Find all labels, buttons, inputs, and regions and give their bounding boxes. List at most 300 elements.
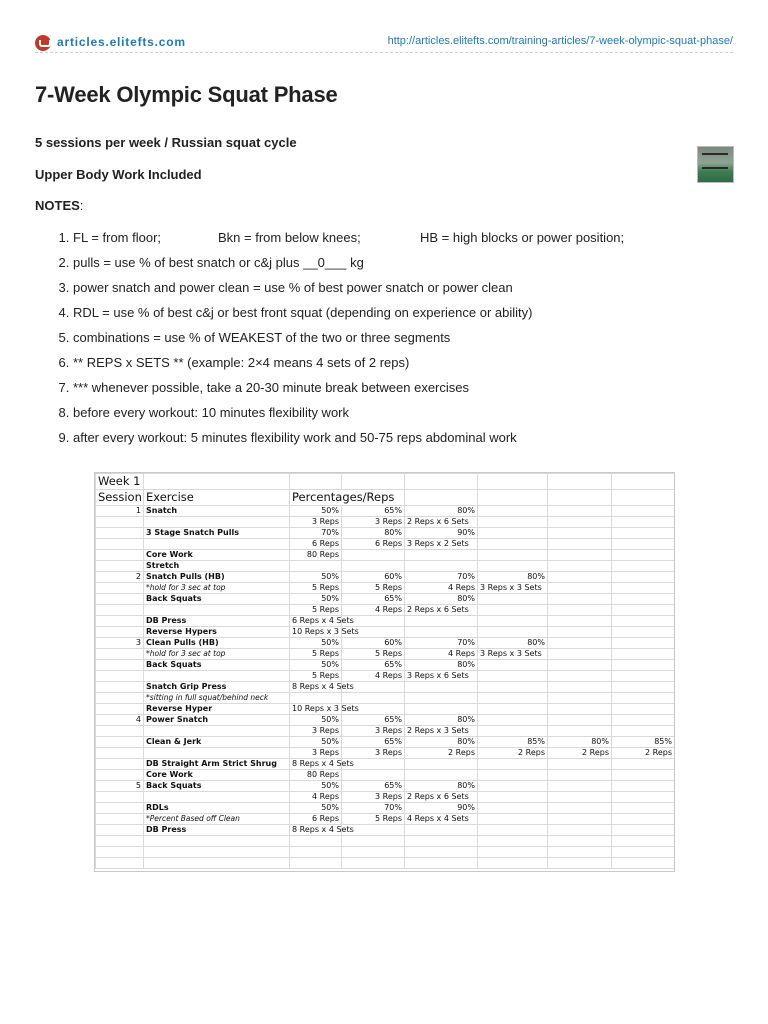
exercise-cell: Back Squats [144, 594, 290, 605]
value-cell [548, 594, 612, 605]
note-bkn: Bkn = from below knees; [218, 230, 361, 245]
session-cell: 1 [96, 506, 144, 517]
value-cell [342, 693, 405, 704]
session-cell [96, 660, 144, 671]
table-row [96, 539, 675, 550]
value-cell [478, 759, 548, 770]
value-cell [478, 792, 548, 803]
value-cell [342, 561, 405, 572]
value-cell [405, 836, 478, 847]
value-cell: 5 Reps [342, 814, 405, 825]
value-cell: 85% [612, 737, 675, 748]
value-cell [548, 550, 612, 561]
value-cell: 6 Reps [290, 814, 342, 825]
exercise-cell: Back Squats [144, 660, 290, 671]
value-cell [612, 550, 675, 561]
value-cell [612, 726, 675, 737]
value-cell [342, 770, 405, 781]
value-cell: 3 Reps x 6 Sets [405, 671, 478, 682]
table-row [96, 561, 675, 572]
table-row [96, 682, 675, 693]
exercise-cell: *Percent Based off Clean [144, 814, 290, 825]
value-cell [548, 528, 612, 539]
value-cell: 80% [478, 638, 548, 649]
session-cell [96, 693, 144, 704]
session-cell [96, 792, 144, 803]
value-cell [478, 616, 548, 627]
value-cell: 3 Reps x 3 Sets [478, 583, 548, 594]
table-row [96, 715, 675, 726]
table-row [96, 759, 675, 770]
value-cell [478, 770, 548, 781]
value-cell: 70% [290, 528, 342, 539]
value-cell: 80% [405, 594, 478, 605]
value-cell [612, 814, 675, 825]
value-cell: 70% [405, 572, 478, 583]
value-cell [478, 803, 548, 814]
table-row [96, 616, 675, 627]
value-cell [405, 858, 478, 869]
value-cell [612, 638, 675, 649]
elitefts-logo-icon[interactable] [35, 35, 51, 51]
value-cell: 80% [342, 528, 405, 539]
table-row-week [96, 474, 675, 490]
article-url-link[interactable]: http://articles.elitefts.com/training-articles/7-week-olympic-squat-phase/ [387, 35, 733, 47]
exercise-cell [144, 726, 290, 737]
value-cell [405, 770, 478, 781]
value-cell: 5 Reps [342, 649, 405, 660]
subtitle-sessions: 5 sessions per week / Russian squat cycle [35, 135, 297, 150]
value-cell: 60% [342, 638, 405, 649]
value-cell: 50% [290, 715, 342, 726]
value-cell: 65% [342, 737, 405, 748]
table-row [96, 748, 675, 759]
value-cell [612, 572, 675, 583]
value-cell [342, 858, 405, 869]
value-cell [548, 858, 612, 869]
value-cell [290, 561, 342, 572]
session-cell [96, 770, 144, 781]
value-cell [548, 616, 612, 627]
value-cell: 80% [405, 781, 478, 792]
session-cell [96, 726, 144, 737]
header-session: Session [96, 490, 144, 506]
value-cell [612, 803, 675, 814]
note-item: 2. pulls = use % of best snatch or c&j plus __0___ kg [73, 255, 753, 280]
session-cell [96, 803, 144, 814]
exercise-cell: DB Press [144, 825, 290, 836]
session-cell [96, 671, 144, 682]
value-cell [548, 803, 612, 814]
value-cell [548, 517, 612, 528]
site-name-link[interactable]: articles.elitefts.com [57, 35, 186, 49]
value-cell [548, 660, 612, 671]
session-cell [96, 847, 144, 858]
value-cell [612, 770, 675, 781]
value-cell [478, 825, 548, 836]
value-cell: 3 Reps [342, 748, 405, 759]
exercise-cell: DB Straight Arm Strict Shrug [144, 759, 290, 770]
value-cell: 5 Reps [290, 671, 342, 682]
note-item [73, 230, 753, 255]
value-cell: 50% [290, 594, 342, 605]
table-row [96, 572, 675, 583]
value-cell [612, 792, 675, 803]
exercise-cell: Clean Pulls (HB) [144, 638, 290, 649]
value-cell [548, 671, 612, 682]
value-cell [478, 671, 548, 682]
table-row [96, 781, 675, 792]
value-cell: 6 Reps x 4 Sets [290, 616, 342, 627]
value-cell [405, 693, 478, 704]
value-cell: 4 Reps [342, 605, 405, 616]
session-cell: 2 [96, 572, 144, 583]
value-cell [478, 550, 548, 561]
table-row [96, 858, 675, 869]
value-cell [405, 550, 478, 561]
value-cell: 80% [405, 737, 478, 748]
table-header-row [96, 490, 675, 506]
value-cell: 3 Reps x 2 Sets [405, 539, 478, 550]
session-cell [96, 814, 144, 825]
exercise-cell [144, 847, 290, 858]
exercise-cell: 3 Stage Snatch Pulls [144, 528, 290, 539]
value-cell [548, 704, 612, 715]
subtitle-upper-body: Upper Body Work Included [35, 167, 202, 182]
value-cell [612, 605, 675, 616]
exercise-cell: *hold for 3 sec at top [144, 583, 290, 594]
value-cell: 5 Reps [342, 583, 405, 594]
value-cell [478, 561, 548, 572]
table-row [96, 814, 675, 825]
session-cell: 4 [96, 715, 144, 726]
page-title: 7-Week Olympic Squat Phase [35, 82, 338, 107]
value-cell: 2 Reps x 6 Sets [405, 517, 478, 528]
value-cell: 65% [342, 781, 405, 792]
value-cell [478, 836, 548, 847]
header-exercise: Exercise [144, 490, 290, 506]
session-cell: 3 [96, 638, 144, 649]
value-cell [548, 847, 612, 858]
value-cell: 4 Reps [405, 649, 478, 660]
exercise-cell [144, 517, 290, 528]
exercise-cell [144, 836, 290, 847]
value-cell: 10 Reps x 3 Sets [290, 704, 342, 715]
value-cell: 50% [290, 660, 342, 671]
table-row [96, 671, 675, 682]
value-cell [612, 759, 675, 770]
note-item: 4. RDL = use % of best c&j or best front squat (depending on experience or ability) [73, 305, 753, 330]
exercise-cell: Clean & Jerk [144, 737, 290, 748]
value-cell: 8 Reps x 4 Sets [290, 682, 342, 693]
session-cell [96, 737, 144, 748]
session-cell [96, 605, 144, 616]
value-cell [478, 539, 548, 550]
value-cell [612, 517, 675, 528]
value-cell: 3 Reps [342, 517, 405, 528]
value-cell [478, 627, 548, 638]
value-cell [548, 682, 612, 693]
table-row [96, 792, 675, 803]
value-cell: 2 Reps [548, 748, 612, 759]
value-cell [548, 770, 612, 781]
value-cell [548, 539, 612, 550]
week-label: Week 1 [96, 474, 144, 490]
value-cell: 5 Reps [290, 605, 342, 616]
table-row [96, 836, 675, 847]
exercise-cell [144, 792, 290, 803]
value-cell: 8 Reps x 4 Sets [290, 825, 342, 836]
value-cell [478, 847, 548, 858]
table-row [96, 638, 675, 649]
value-cell [405, 704, 478, 715]
value-cell [612, 649, 675, 660]
exercise-cell [144, 605, 290, 616]
value-cell: 3 Reps [342, 792, 405, 803]
session-cell [96, 627, 144, 638]
value-cell: 65% [342, 506, 405, 517]
table-row [96, 737, 675, 748]
value-cell [478, 517, 548, 528]
note-item: 6. ** REPS x SETS ** (example: 2×4 means 4 sets of 2 reps) [73, 355, 753, 380]
value-cell: 3 Reps [290, 726, 342, 737]
value-cell: 80% [478, 572, 548, 583]
value-cell: 2 Reps x 3 Sets [405, 726, 478, 737]
session-cell [96, 517, 144, 528]
value-cell [612, 693, 675, 704]
exercise-cell: Stretch [144, 561, 290, 572]
exercise-cell: *hold for 3 sec at top [144, 649, 290, 660]
value-cell [405, 847, 478, 858]
exercise-cell: Snatch Pulls (HB) [144, 572, 290, 583]
value-cell [612, 671, 675, 682]
value-cell [548, 792, 612, 803]
value-cell [548, 583, 612, 594]
value-cell [612, 715, 675, 726]
session-cell [96, 583, 144, 594]
exercise-cell: *sitting in full squat/behind neck [144, 693, 290, 704]
exercise-cell: Back Squats [144, 781, 290, 792]
table-row [96, 847, 675, 858]
table-row [96, 726, 675, 737]
value-cell: 4 Reps [290, 792, 342, 803]
value-cell: 3 Reps [290, 748, 342, 759]
value-cell: 5 Reps [290, 583, 342, 594]
value-cell: 2 Reps x 6 Sets [405, 792, 478, 803]
value-cell: 80% [548, 737, 612, 748]
table-row [96, 770, 675, 781]
header-percentages: Percentages/Reps [290, 490, 405, 506]
value-cell [478, 704, 548, 715]
notes-label: NOTES [35, 198, 80, 213]
session-cell [96, 649, 144, 660]
session-cell [96, 616, 144, 627]
exercise-cell: Core Work [144, 550, 290, 561]
note-item: 3. power snatch and power clean = use % of best power snatch or power clean [73, 280, 753, 305]
value-cell [478, 660, 548, 671]
value-cell [405, 627, 478, 638]
value-cell [612, 506, 675, 517]
exercise-cell: Snatch [144, 506, 290, 517]
value-cell: 3 Reps [290, 517, 342, 528]
value-cell [612, 836, 675, 847]
value-cell [548, 605, 612, 616]
session-cell [96, 704, 144, 715]
value-cell [548, 638, 612, 649]
note-item: 9. after every workout: 5 minutes flexibility work and 50-75 reps abdominal work [73, 430, 753, 455]
session-cell [96, 748, 144, 759]
value-cell [548, 572, 612, 583]
exercise-cell [144, 748, 290, 759]
article-thumbnail-image[interactable] [697, 146, 734, 183]
table-row [96, 583, 675, 594]
value-cell [405, 561, 478, 572]
value-cell [548, 726, 612, 737]
note-item: 7. *** whenever possible, take a 20-30 minute break between exercises [73, 380, 753, 405]
session-cell [96, 759, 144, 770]
table-row [96, 594, 675, 605]
table-row [96, 693, 675, 704]
session-cell [96, 825, 144, 836]
value-cell [612, 704, 675, 715]
value-cell: 6 Reps [290, 539, 342, 550]
table-row [96, 605, 675, 616]
value-cell [548, 836, 612, 847]
value-cell [478, 528, 548, 539]
value-cell [405, 616, 478, 627]
value-cell [478, 594, 548, 605]
exercise-cell: RDLs [144, 803, 290, 814]
value-cell [290, 858, 342, 869]
value-cell: 3 Reps [342, 726, 405, 737]
session-cell [96, 550, 144, 561]
value-cell [478, 682, 548, 693]
value-cell [478, 726, 548, 737]
session-cell [96, 858, 144, 869]
value-cell [612, 616, 675, 627]
value-cell: 50% [290, 638, 342, 649]
value-cell: 80% [405, 506, 478, 517]
table-row [96, 803, 675, 814]
value-cell: 85% [478, 737, 548, 748]
value-cell: 2 Reps [478, 748, 548, 759]
value-cell: 80 Reps [290, 770, 342, 781]
value-cell [478, 506, 548, 517]
value-cell: 80 Reps [290, 550, 342, 561]
value-cell [612, 528, 675, 539]
value-cell [405, 759, 478, 770]
value-cell: 6 Reps [342, 539, 405, 550]
table-row [96, 704, 675, 715]
value-cell [548, 759, 612, 770]
value-cell: 65% [342, 594, 405, 605]
value-cell [612, 660, 675, 671]
exercise-cell: Snatch Grip Press [144, 682, 290, 693]
table-row [96, 550, 675, 561]
value-cell: 90% [405, 803, 478, 814]
page-header [35, 30, 733, 53]
value-cell: 70% [405, 638, 478, 649]
table-row [96, 627, 675, 638]
exercise-cell [144, 858, 290, 869]
value-cell [612, 847, 675, 858]
session-cell [96, 836, 144, 847]
value-cell: 90% [405, 528, 478, 539]
value-cell [478, 693, 548, 704]
value-cell [612, 594, 675, 605]
table-row [96, 649, 675, 660]
value-cell [548, 781, 612, 792]
value-cell: 8 Reps x 4 Sets [290, 759, 342, 770]
value-cell: 50% [290, 572, 342, 583]
exercise-cell: Power Snatch [144, 715, 290, 726]
value-cell [548, 506, 612, 517]
value-cell [342, 550, 405, 561]
value-cell: 50% [290, 803, 342, 814]
session-cell [96, 682, 144, 693]
value-cell [478, 858, 548, 869]
value-cell: 5 Reps [290, 649, 342, 660]
value-cell [478, 715, 548, 726]
value-cell [548, 561, 612, 572]
value-cell [612, 682, 675, 693]
value-cell [548, 825, 612, 836]
value-cell [612, 825, 675, 836]
value-cell [290, 693, 342, 704]
value-cell: 10 Reps x 3 Sets [290, 627, 342, 638]
note-hb: HB = high blocks or power position; [420, 230, 625, 245]
value-cell [290, 847, 342, 858]
value-cell: 50% [290, 737, 342, 748]
value-cell [548, 693, 612, 704]
value-cell [405, 682, 478, 693]
notes-heading: NOTES: [35, 198, 84, 213]
table-row [96, 660, 675, 671]
table-row [96, 517, 675, 528]
value-cell: 2 Reps x 6 Sets [405, 605, 478, 616]
value-cell [612, 561, 675, 572]
value-cell [478, 605, 548, 616]
value-cell [290, 836, 342, 847]
session-cell [96, 539, 144, 550]
value-cell [612, 858, 675, 869]
value-cell: 70% [342, 803, 405, 814]
value-cell [612, 583, 675, 594]
value-cell: 2 Reps [405, 748, 478, 759]
value-cell: 50% [290, 506, 342, 517]
value-cell: 60% [342, 572, 405, 583]
note-fl: FL = from floor; [73, 230, 162, 245]
value-cell: 2 Reps [612, 748, 675, 759]
exercise-cell: Reverse Hypers [144, 627, 290, 638]
table-row [96, 528, 675, 539]
notes-list [35, 230, 753, 455]
value-cell: 4 Reps [342, 671, 405, 682]
value-cell: 80% [405, 715, 478, 726]
session-cell [96, 561, 144, 572]
table-row [96, 825, 675, 836]
value-cell [612, 627, 675, 638]
value-cell [548, 649, 612, 660]
exercise-cell [144, 539, 290, 550]
value-cell: 50% [290, 781, 342, 792]
value-cell [405, 825, 478, 836]
workout-table [95, 473, 675, 869]
value-cell: 3 Reps x 3 Sets [478, 649, 548, 660]
value-cell [548, 715, 612, 726]
value-cell: 4 Reps x 4 Sets [405, 814, 478, 825]
table-row [96, 506, 675, 517]
